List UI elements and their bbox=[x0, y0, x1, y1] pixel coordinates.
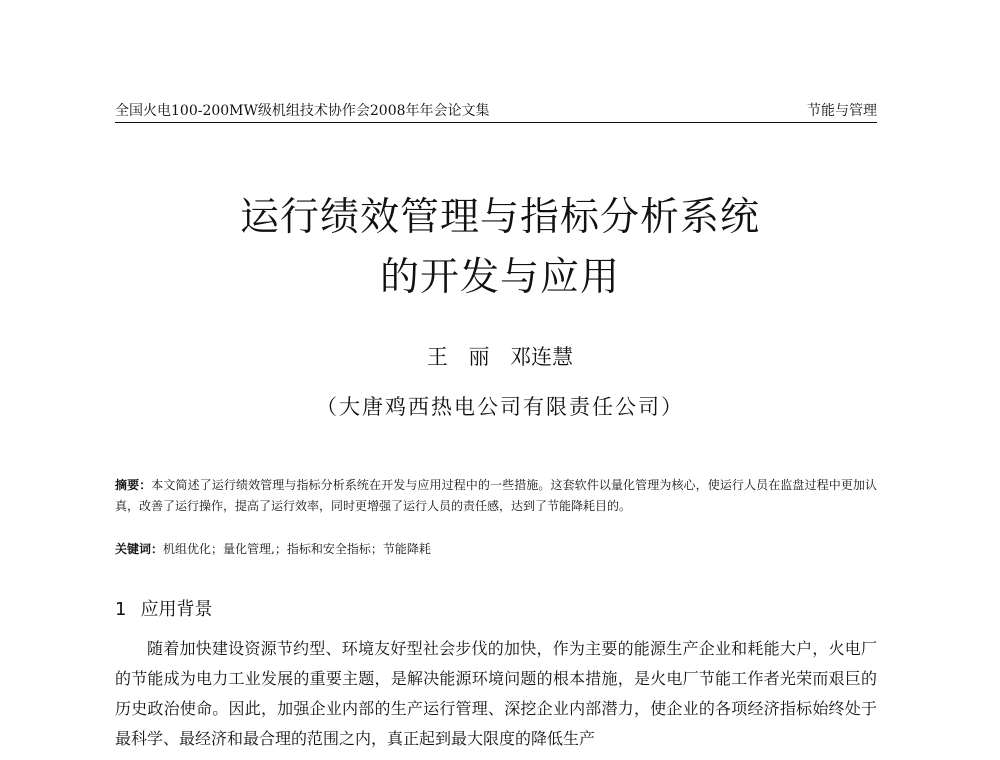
section-title: 应用背景 bbox=[140, 599, 213, 620]
body-paragraph: 随着加快建设资源节约型、环境友好型社会步伐的加快，作为主要的能源生产企业和耗能大户，火电厂的节能成为电力工业发展的重要主题，是解决能源环境问题的根本措施，是火电厂节能工作者光荣而艰巨的历史政治使命。因此，加强企业内部的生产运行管理、深挖企业内部潜力，使企业的各项经济指标始终处于最科学、最经济和最合理的范围之内，真正起到最大限度的降低生产 bbox=[115, 639, 877, 748]
section-heading bbox=[115, 596, 212, 624]
running-header bbox=[115, 100, 877, 122]
abstract bbox=[115, 475, 877, 517]
keywords-label: 关键词： bbox=[115, 542, 164, 556]
header-proceedings-title: 全国火电100-200MW级机组技术协作会2008年年会论文集 bbox=[115, 103, 490, 119]
keywords-text: 机组优化；量化管理,；指标和安全指标；节能降耗 bbox=[163, 542, 431, 556]
section-number: 1 bbox=[115, 599, 127, 620]
abstract-text: 本文简述了运行绩效管理与指标分析系统在开发与应用过程中的一些措施。这套软件以量化管理为核心，使运行人员在监盘过程中更加认真，改善了运行操作，提高了运行效率，同时更增强了运行人员的责任感，达到了节能降耗目的。 bbox=[115, 478, 877, 513]
header-section-name: 节能与管理 bbox=[807, 103, 877, 119]
author-affiliation: （大唐鸡西热电公司有限责任公司） bbox=[316, 395, 684, 419]
keywords bbox=[115, 539, 877, 560]
paper-title-line-1: 运行绩效管理与指标分析系统 bbox=[239, 195, 760, 240]
abstract-label: 摘要： bbox=[115, 478, 152, 492]
paper-title-line-2: 的开发与应用 bbox=[379, 255, 620, 300]
author-list: 王 丽 邓连慧 bbox=[426, 345, 574, 369]
header-rule bbox=[115, 122, 877, 123]
